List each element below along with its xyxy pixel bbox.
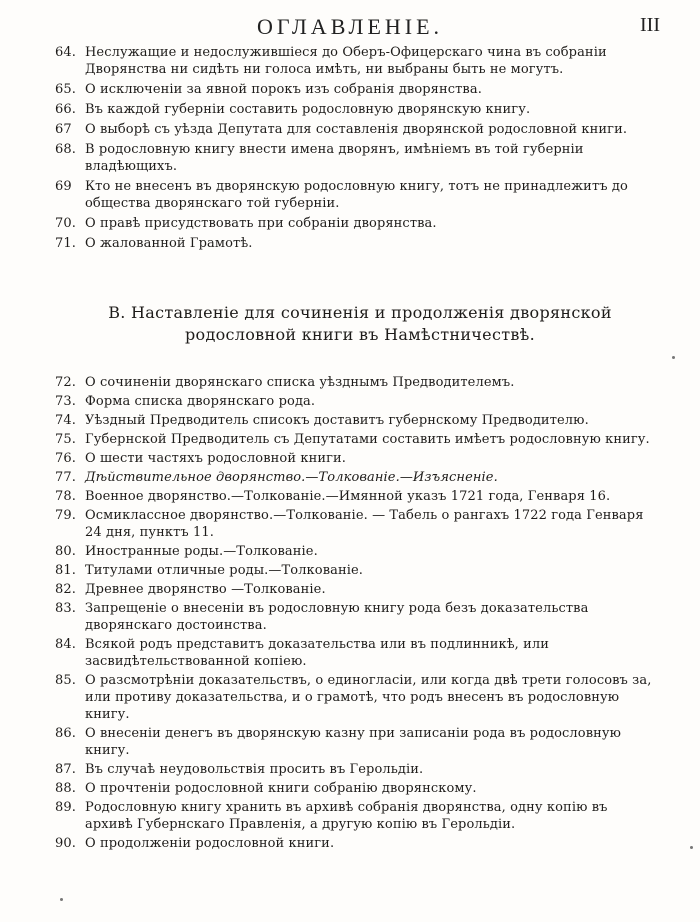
entry-number: 83. — [55, 601, 76, 616]
entry-number: 82. — [55, 582, 76, 597]
entry-text: Титулами отличные роды.—Толкованiе. — [85, 563, 364, 578]
entry-number: 68. — [55, 142, 76, 157]
entry-text: Уѣздный Предводитель списокъ доставитъ губернскому Предводителю. — [85, 413, 589, 428]
contents-entry — [55, 835, 655, 852]
contents-entry — [55, 215, 655, 232]
contents-entry — [55, 235, 655, 252]
entry-number: 66. — [55, 102, 76, 117]
entry-text: Военное дворянство.—Толкованiе.—Имянной указъ 1721 года, Генваря 16. — [85, 489, 611, 504]
entry-text: Въ каждой губернiи составить родословную дворянскую книгу. — [85, 102, 531, 117]
entry-text: О внесенiи денегъ въ дворянскую казну при записанiи рода въ родословную книгу. — [85, 726, 622, 758]
entry-number: 72. — [55, 375, 76, 390]
contents-entry — [55, 581, 655, 598]
entry-number: 75. — [55, 432, 76, 447]
contents-entry — [55, 761, 655, 778]
entry-text: Губернской Предводитель съ Депутатами составить имѣетъ родословную книгу. — [85, 432, 650, 447]
contents-entry — [55, 799, 655, 833]
entry-text: Иностранные роды.—Толкованiе. — [85, 544, 318, 559]
contents-entry — [55, 636, 655, 670]
contents-entry — [55, 469, 655, 486]
entry-text: О сочиненiи дворянскаго списка уѣзднымъ Предводителемъ. — [85, 375, 515, 390]
entry-number: 87. — [55, 762, 76, 777]
entry-text: Осмиклассное дворянство.—Толкованiе. — Табель о рангахъ 1722 года Генваря 24 дня, пунктъ 11. — [85, 508, 644, 540]
entry-text: В родословную книгу внести имена дворянъ, имѣнiемъ въ той губернiи владѣющихъ. — [85, 142, 584, 174]
contents-entry — [55, 431, 655, 448]
section-heading: В. Наставленiе для сочиненiя и продолженiя дворянской родословной книги въ Намѣстничествѣ. — [108, 303, 612, 344]
entry-number: 85. — [55, 673, 76, 688]
entry-number: 81. — [55, 563, 76, 578]
entry-number: 86. — [55, 726, 76, 741]
entry-text: О шести частяхъ родословной книги. — [85, 451, 347, 466]
contents-entry — [55, 543, 655, 560]
contents-entry — [55, 450, 655, 467]
contents-list-top — [55, 44, 655, 255]
entry-number: 77. — [55, 470, 76, 485]
contents-entry — [55, 562, 655, 579]
entry-text: О жалованной Грамотѣ. — [85, 236, 253, 251]
entry-text: Родословную книгу хранить въ архивѣ собранiя дворянства, одну копiю въ архивѣ Губернскаго Правленiя, а другую копiю въ Герольдiи. — [85, 800, 608, 832]
entry-number: 67 — [55, 122, 72, 137]
contents-entry — [55, 101, 655, 118]
entry-text: О правѣ присудствовать при собранiи дворянства. — [85, 216, 437, 231]
entry-number: 90. — [55, 836, 76, 851]
entry-text: Запрещенiе о внесенiи въ родословную книгу рода безъ доказательства дворянскаго достоинства. — [85, 601, 589, 633]
contents-entry — [55, 488, 655, 505]
paper-speck — [60, 898, 63, 901]
entry-number: 64. — [55, 45, 76, 60]
entry-text: О прочтенiи родословной книги собранiю дворянскому. — [85, 781, 477, 796]
contents-entry — [55, 141, 655, 175]
entry-number: 69 — [55, 179, 72, 194]
paper-speck — [672, 356, 675, 359]
contents-list-bottom — [55, 374, 655, 854]
contents-entry — [55, 725, 655, 759]
entry-number: 84. — [55, 637, 76, 652]
entry-text: Древнее дворянство —Толкованiе. — [85, 582, 326, 597]
paper-speck — [690, 846, 693, 849]
entry-number: 89. — [55, 800, 76, 815]
running-head — [0, 14, 700, 48]
contents-entry — [55, 780, 655, 797]
entry-text: Всякой родъ представитъ доказательства или въ подлинникѣ, или засвидѣтельствованной копiею. — [85, 637, 550, 669]
entry-text: О разсмотрѣнiи доказательствъ, о единогласiи, или когда двѣ трети голосовъ за, или противу доказательства, и о грамотѣ, что родъ внесенъ въ родословную книгу. — [85, 673, 652, 722]
contents-entry — [55, 121, 655, 138]
entry-number: 88. — [55, 781, 76, 796]
entry-text: О продолженiи родословной книги. — [85, 836, 335, 851]
entry-text: Дѣйствительное дворянство.—Толкованiе.—Изъясненiе. — [85, 470, 498, 485]
entry-text: О исключенiи за явной порокъ изъ собранiя дворянства. — [85, 82, 482, 97]
entry-number: 76. — [55, 451, 76, 466]
contents-entry — [55, 178, 655, 212]
entry-text: Форма списка дворянскаго рода. — [85, 394, 316, 409]
contents-entry — [55, 672, 655, 723]
entry-number: 70. — [55, 216, 76, 231]
entry-text: Въ случаѣ неудовольствiя просить въ Герольдiи. — [85, 762, 424, 777]
contents-entry — [55, 600, 655, 634]
contents-entry — [55, 374, 655, 391]
entry-text: Неслужащие и недослужившiеся до Оберъ-Офицерскаго чина въ собранiи Дворянства ни сидѣть ни голоса имѣть, ни выбраны быть не могутъ. — [85, 45, 607, 77]
entry-number: 73. — [55, 394, 76, 409]
contents-entry — [55, 412, 655, 429]
entry-text: О выборѣ съ уѣзда Депутата для составленiя дворянской родословной книги. — [85, 122, 628, 137]
page-title: ОГЛАВЛЕНIЕ. — [256, 14, 444, 39]
contents-entry — [55, 507, 655, 541]
contents-entry — [55, 44, 655, 78]
entry-number: 78. — [55, 489, 76, 504]
contents-entry — [55, 81, 655, 98]
contents-entry — [55, 393, 655, 410]
entry-number: 65. — [55, 82, 76, 97]
entry-number: 74. — [55, 413, 76, 428]
page-number: III — [640, 14, 660, 36]
entry-number: 79. — [55, 508, 76, 523]
entry-number: 80. — [55, 544, 76, 559]
entry-number: 71. — [55, 236, 76, 251]
entry-text: Кто не внесенъ въ дворянскую родословную книгу, тотъ не принадлежитъ до общества дворянскаго той губернiи. — [85, 179, 628, 211]
